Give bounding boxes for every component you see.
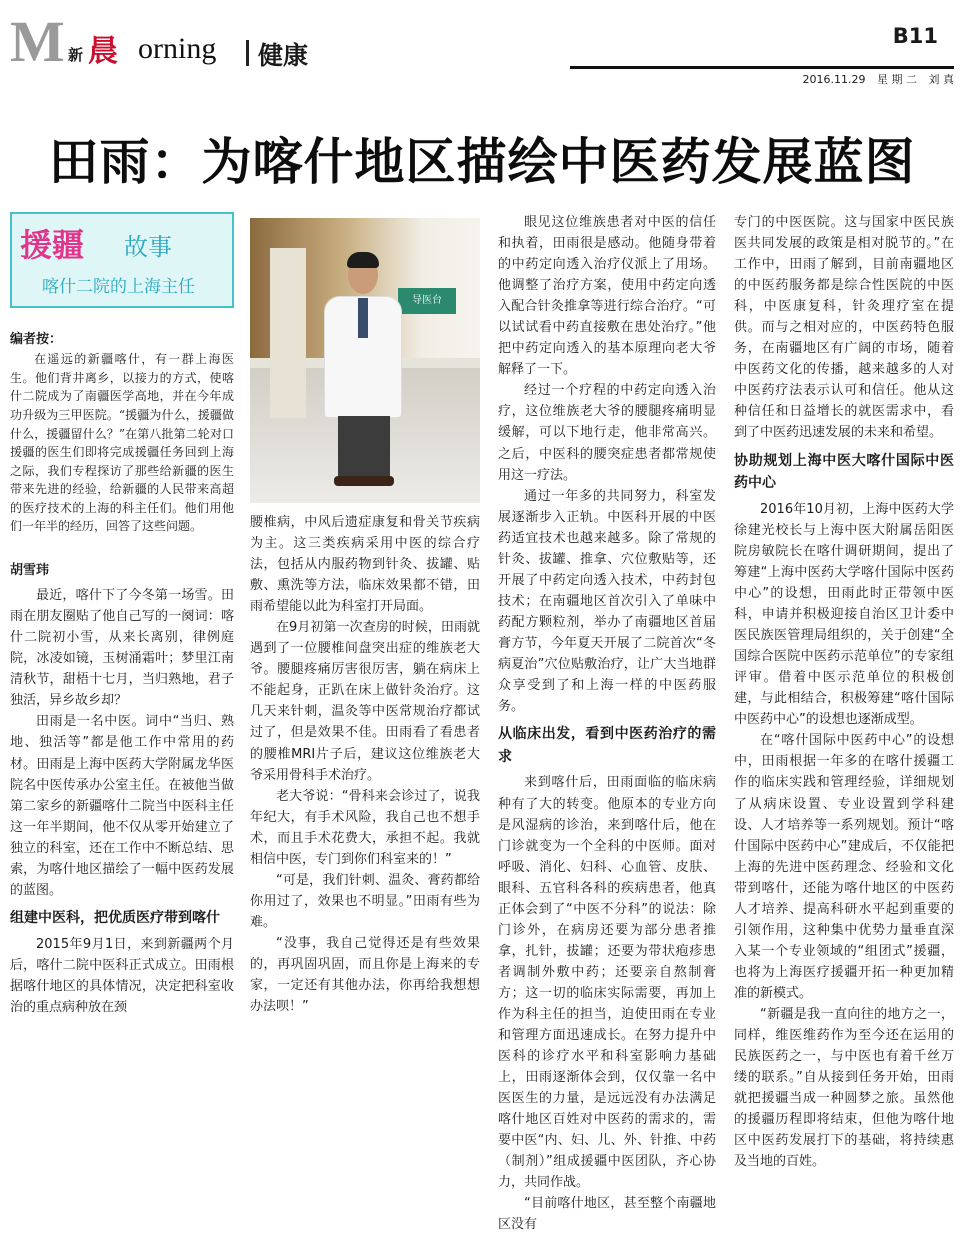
banner-tag: 故事 bbox=[124, 233, 172, 261]
paragraph: “没事，我自己觉得还是有些效果的，再巩固巩固，而且你是上海来的专家，一定还有其他办法，你再给我想想办法呗！” bbox=[250, 935, 480, 1015]
article-column-4 bbox=[734, 212, 954, 1170]
masthead bbox=[10, 9, 954, 86]
article-column-1 bbox=[10, 212, 234, 1015]
paragraph: 来到喀什后，田雨面临的临床病种有了大的转变。他原本的专业方向是风湿病的诊治，来到喀什后，他在门诊就变为一个全科的中医师。面对呼吸、消化、妇科、心血管、皮肤、眼科、五官科各科的疾病患者，他真正体会到了“中医不分科”的说法：除门诊外，在病房还要为部分患者推拿，扎针，拔罐；还要为带状疱疹患者调制外敷中药；还要亲自熬制膏方；这一切的临床实际需要，再加上作为科主任的担当，迫使田雨在专业和管理方面迅速成长。在努力提升中医科的诊疗水平和科室影响力基础上，田雨逐渐体会到，仅仅靠一名中医医生的力量，是远远没有办法满足喀什地区百姓对中医药的需求的，需要中医“内、妇、儿、外、针推、中药（制剂）”组成援疆中医团队，齐心协力，共同作战。 bbox=[498, 775, 716, 1191]
paragraph: “可是，我们针刺、温灸、膏药都给你用过了，效果也不明显。”田雨有些为难。 bbox=[250, 872, 480, 930]
paragraph: “目前喀什地区，甚至整个南疆地区没有 bbox=[498, 1196, 716, 1233]
editor-note bbox=[10, 330, 234, 536]
dateline bbox=[570, 66, 954, 87]
masthead-logo-xin: 新 bbox=[68, 46, 84, 64]
photo-sign: 导医台 bbox=[398, 288, 456, 314]
subheading: 组建中医科，把优质医疗带到喀什 bbox=[10, 909, 220, 926]
paragraph: 2016年10月初，上海中医药大学徐建光校长与上海中医大附属岳阳医院房敏院长在喀什调研期间，提出了筹建“上海中医药大学喀什国际中医药中心”的设想，田雨此时正带领中医科，申请并积极迎接自治区卫计委中医民族医管理局组织的，关于创建“全国综合医院中医药示范单位”的专家组评审。借着中医示范单位的积极创建，与此相结合，积极筹建“喀什国际中医药中心”的设想也逐渐成型。 bbox=[734, 501, 954, 728]
masthead-logo-orning: orning bbox=[138, 32, 217, 65]
article-column-3 bbox=[498, 212, 716, 1233]
subheading: 从临床出发，看到中医药治疗的需求 bbox=[498, 726, 716, 765]
paragraph: 经过一个疗程的中药定向透入治疗，这位维族老大爷的腰腿疼痛明显缓解，可以下地行走，他非常高兴。之后，中医科的腰突症患者都常规使用这一疗法。 bbox=[498, 383, 716, 483]
paragraph: 老大爷说：“骨科来会诊过了，说我年纪大，有手术风险，我自己也不想手术，而且手术花费大，承担不起。我就相信中医，专门到你们科室来的！” bbox=[250, 788, 480, 867]
paragraph: 在“喀什国际中医药中心”的设想中，田雨根据一年多的在喀什援疆工作的临床实践和管理经验，详细规划了从病床设置、专业设置到学科建设、人才培养等一系列规划。预计“喀什国际中医药中心”建成后，不仅能把上海的先进中医药理念、经验和文化带到喀什，还能为喀什地区的中医药人才培养、提高科研水平起到重要的引领作用，这种集中优势力量垂直深入某一个专业领域的“组团式”援疆，也将为上海医疗援疆开拓一种更加精准的新模式。 bbox=[734, 733, 954, 1001]
paragraph: 2015年9月1日，来到新疆两个月后，喀什二院中医科正式成立。田雨根据喀什地区的具体情况，决定把科室收治的重点病种放在颈 bbox=[10, 936, 234, 1015]
paragraph: 最近，喀什下了今冬第一场雪。田雨在朋友圈贴了他自己写的一阕词：喀什二院初小雪，从来长离别，律例庭院，冰凌如镜，玉树涌霜叶；梦里江南清秋节，甜梧十七月，当归熟地，君子独活，异乡故乡却？ bbox=[10, 588, 234, 709]
issue-date: 2016.11.29 bbox=[802, 73, 866, 86]
byline: 胡雪玮 bbox=[10, 563, 50, 579]
story-banner bbox=[10, 212, 234, 308]
masthead-logo-chen: 晨 bbox=[88, 34, 118, 69]
photo-pillar bbox=[270, 248, 306, 418]
doctor-legs bbox=[338, 416, 390, 478]
page-editor: 刘 真 bbox=[928, 73, 954, 86]
editor-note-text: 在遥远的新疆喀什，有一群上海医生。他们背井离乡，以接力的方式，使喀什二院成为了南疆医学高地，并在今年成功升级为三甲医院。“援疆为什么，援疆做什么，援疆留什么？”在第八批第二轮对口援疆的医生们即将完成援疆任务回到上海之际，我们专程探访了那些给新疆的医生带来先进的经验，给新疆的人民带来高超的医疗技术的上海的科主任们。他们用他们一年半的经历，回答了这些问题。 bbox=[10, 352, 234, 534]
paragraph: 腰椎病，中风后遗症康复和骨关节疾病为主。这三类疾病采用中医的综合疗法，包括从内服药物到针灸、拔罐、贴敷、熏洗等方法，临床效果都不错，田雨希望能以此为科室打开局面。 bbox=[250, 515, 480, 615]
section-name: 健康 bbox=[258, 41, 309, 70]
page-number: B11 bbox=[892, 24, 938, 48]
paragraph: 田雨是一名中医。词中“当归、熟地、独活等”都是他工作中常用的药材。田雨是上海中医药大学附属龙华医院名中医传承办公室主任。在被他当做第二家乡的新疆喀什二院当中医科主任这一年半期间，他不仅从零开始建立了独立的科室，还在工作中不断总结、思索，为喀什地区描绘了一幅中医药发展的蓝图。 bbox=[10, 714, 234, 898]
subheading: 协助规划上海中医大喀什国际中医药中心 bbox=[734, 452, 954, 492]
issue-weekday: 星 期 二 bbox=[877, 73, 917, 86]
paragraph: “新疆是我一直向往的地方之一，同样，维医维药作为至今还在运用的民族医药之一，与中医也有着千丝万缕的联系。”自从接到任务开始，田雨就把援疆当成一种圆梦之旅。虽然他的援疆历程即将结束，但他为喀什地区中医药发展打下的基础，将持续惠及当地的百姓。 bbox=[734, 1006, 954, 1170]
article-column-2 bbox=[250, 512, 480, 1015]
headline: 田雨：为喀什地区描绘中医药发展蓝图 bbox=[48, 133, 916, 191]
paragraph: 专门的中医医院。这与国家中医民族医共同发展的政策是相对脱节的。”在工作中，田雨了解到，目前南疆地区的中医药服务都是综合性医院的中医科，中医康复科，针灸理疗室在提供。而与之相对应的，中医药特色服务，在南疆地区有广阔的市场，随着中医药文化的传播，越来越多的人对中医药疗法表示认可和信任。他从这种信任和日益增长的就医需求中，看到了中医药迅速发展的未来和希望。 bbox=[734, 215, 954, 441]
paragraph: 眼见这位维族患者对中医的信任和执着，田雨很是感动。他随身带着的中药定向透入治疗仪派上了用场。他调整了治疗方案，使用中药定向透入配合针灸推拿等进行综合治疗。“可以试试看中药直接敷在患处治疗。”他把中药定向透入的基本原理向老大爷解释了一下。 bbox=[498, 215, 716, 378]
editor-note-label: 编者按： bbox=[10, 332, 63, 347]
doctor-hair bbox=[347, 252, 379, 268]
doctor-shoes bbox=[334, 476, 394, 486]
doctor-photo bbox=[250, 218, 480, 503]
banner-subtitle: 喀什二院的上海主任 bbox=[42, 277, 195, 297]
masthead-logo-m: M bbox=[10, 9, 65, 74]
paragraph: 通过一年多的共同努力，科室发展逐渐步入正轨。中医科开展的中医药适宜技术也越来越多。除了常规的针灸、拔罐、推拿、穴位敷贴等，还开展了中药定向透入技术，中药封包技术；在南疆地区首次引入了单味中药配方颗粒剂，举办了南疆地区首届膏方节，今年夏天开展了二院首次“冬病夏治”穴位贴敷治疗，让广大当地群众享受到了和上海一样的中医药服务。 bbox=[498, 488, 716, 715]
masthead-divider bbox=[246, 40, 249, 66]
banner-title: 援疆 bbox=[20, 226, 85, 264]
doctor-tie bbox=[358, 298, 368, 338]
paragraph: 在9月初第一次查房的时候，田雨就遇到了一位腰椎间盘突出症的维族老大爷。腰腿疼痛厉害很厉害，躺在病床上不能起身，正趴在床上做针灸治疗。这几天来针刺，温灸等中医常规治疗都试过了，但是效果不佳。田雨看了看患者的腰椎MRI片子后，建议这位维族老大爷采用骨科手术治疗。 bbox=[250, 620, 480, 783]
